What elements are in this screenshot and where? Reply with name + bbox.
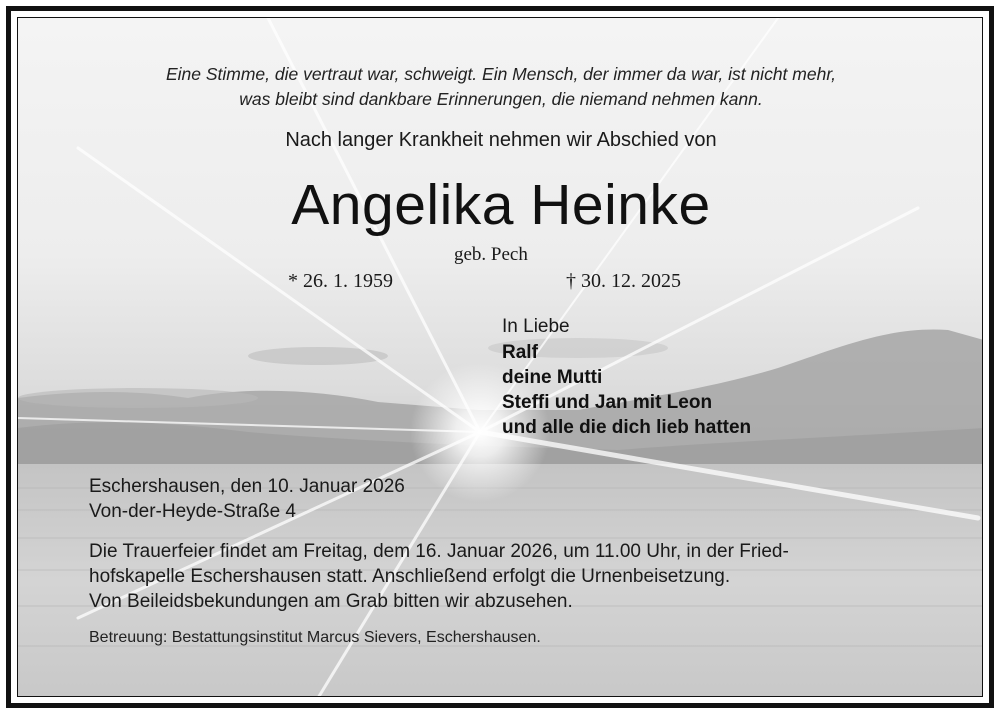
- funeral-home-credit: Betreuung: Bestattungsinstitut Marcus Sievers, Eschershausen.: [89, 629, 541, 646]
- deceased-name: Angelika Heinke: [291, 173, 711, 237]
- mourner-name: und alle die dich lieb hatten: [502, 417, 752, 438]
- farewell-intro: Nach langer Krankheit nehmen wir Abschied von: [285, 129, 717, 151]
- mourners-lead: In Liebe: [502, 316, 570, 337]
- memorial-quote: [18, 62, 983, 112]
- place-and-date: [89, 474, 405, 524]
- funeral-notice: [89, 539, 949, 614]
- birth-date: * 26. 1. 1959: [288, 270, 393, 292]
- notice-line-3: Von Beileidsbekundungen am Grab bitten wir abzusehen.: [89, 591, 573, 612]
- mourner-name: deine Mutti: [502, 367, 603, 388]
- notice-line-2: hofskapelle Eschershausen statt. Anschließend erfolgt die Urnenbeisetzung.: [89, 566, 731, 587]
- obituary-panel: [17, 17, 983, 697]
- mourner-name: Ralf: [502, 342, 538, 363]
- birth-name: geb. Pech: [454, 244, 528, 265]
- quote-line-2: was bleibt sind dankbare Erinnerungen, die niemand nehmen kann.: [239, 89, 763, 109]
- mourners-list: [502, 314, 751, 440]
- place-date-line: Eschershausen, den 10. Januar 2026: [89, 476, 405, 497]
- quote-line-1: Eine Stimme, die vertraut war, schweigt. Ein Mensch, der immer da war, ist nicht mehr,: [165, 64, 837, 84]
- death-date: † 30. 12. 2025: [566, 270, 681, 292]
- mourner-name: Steffi und Jan mit Leon: [502, 392, 713, 413]
- address-line: Von-der-Heyde-Straße 4: [89, 501, 296, 522]
- notice-line-1: Die Trauerfeier findet am Freitag, dem 16. Januar 2026, um 11.00 Uhr, in der Fried-: [89, 541, 789, 562]
